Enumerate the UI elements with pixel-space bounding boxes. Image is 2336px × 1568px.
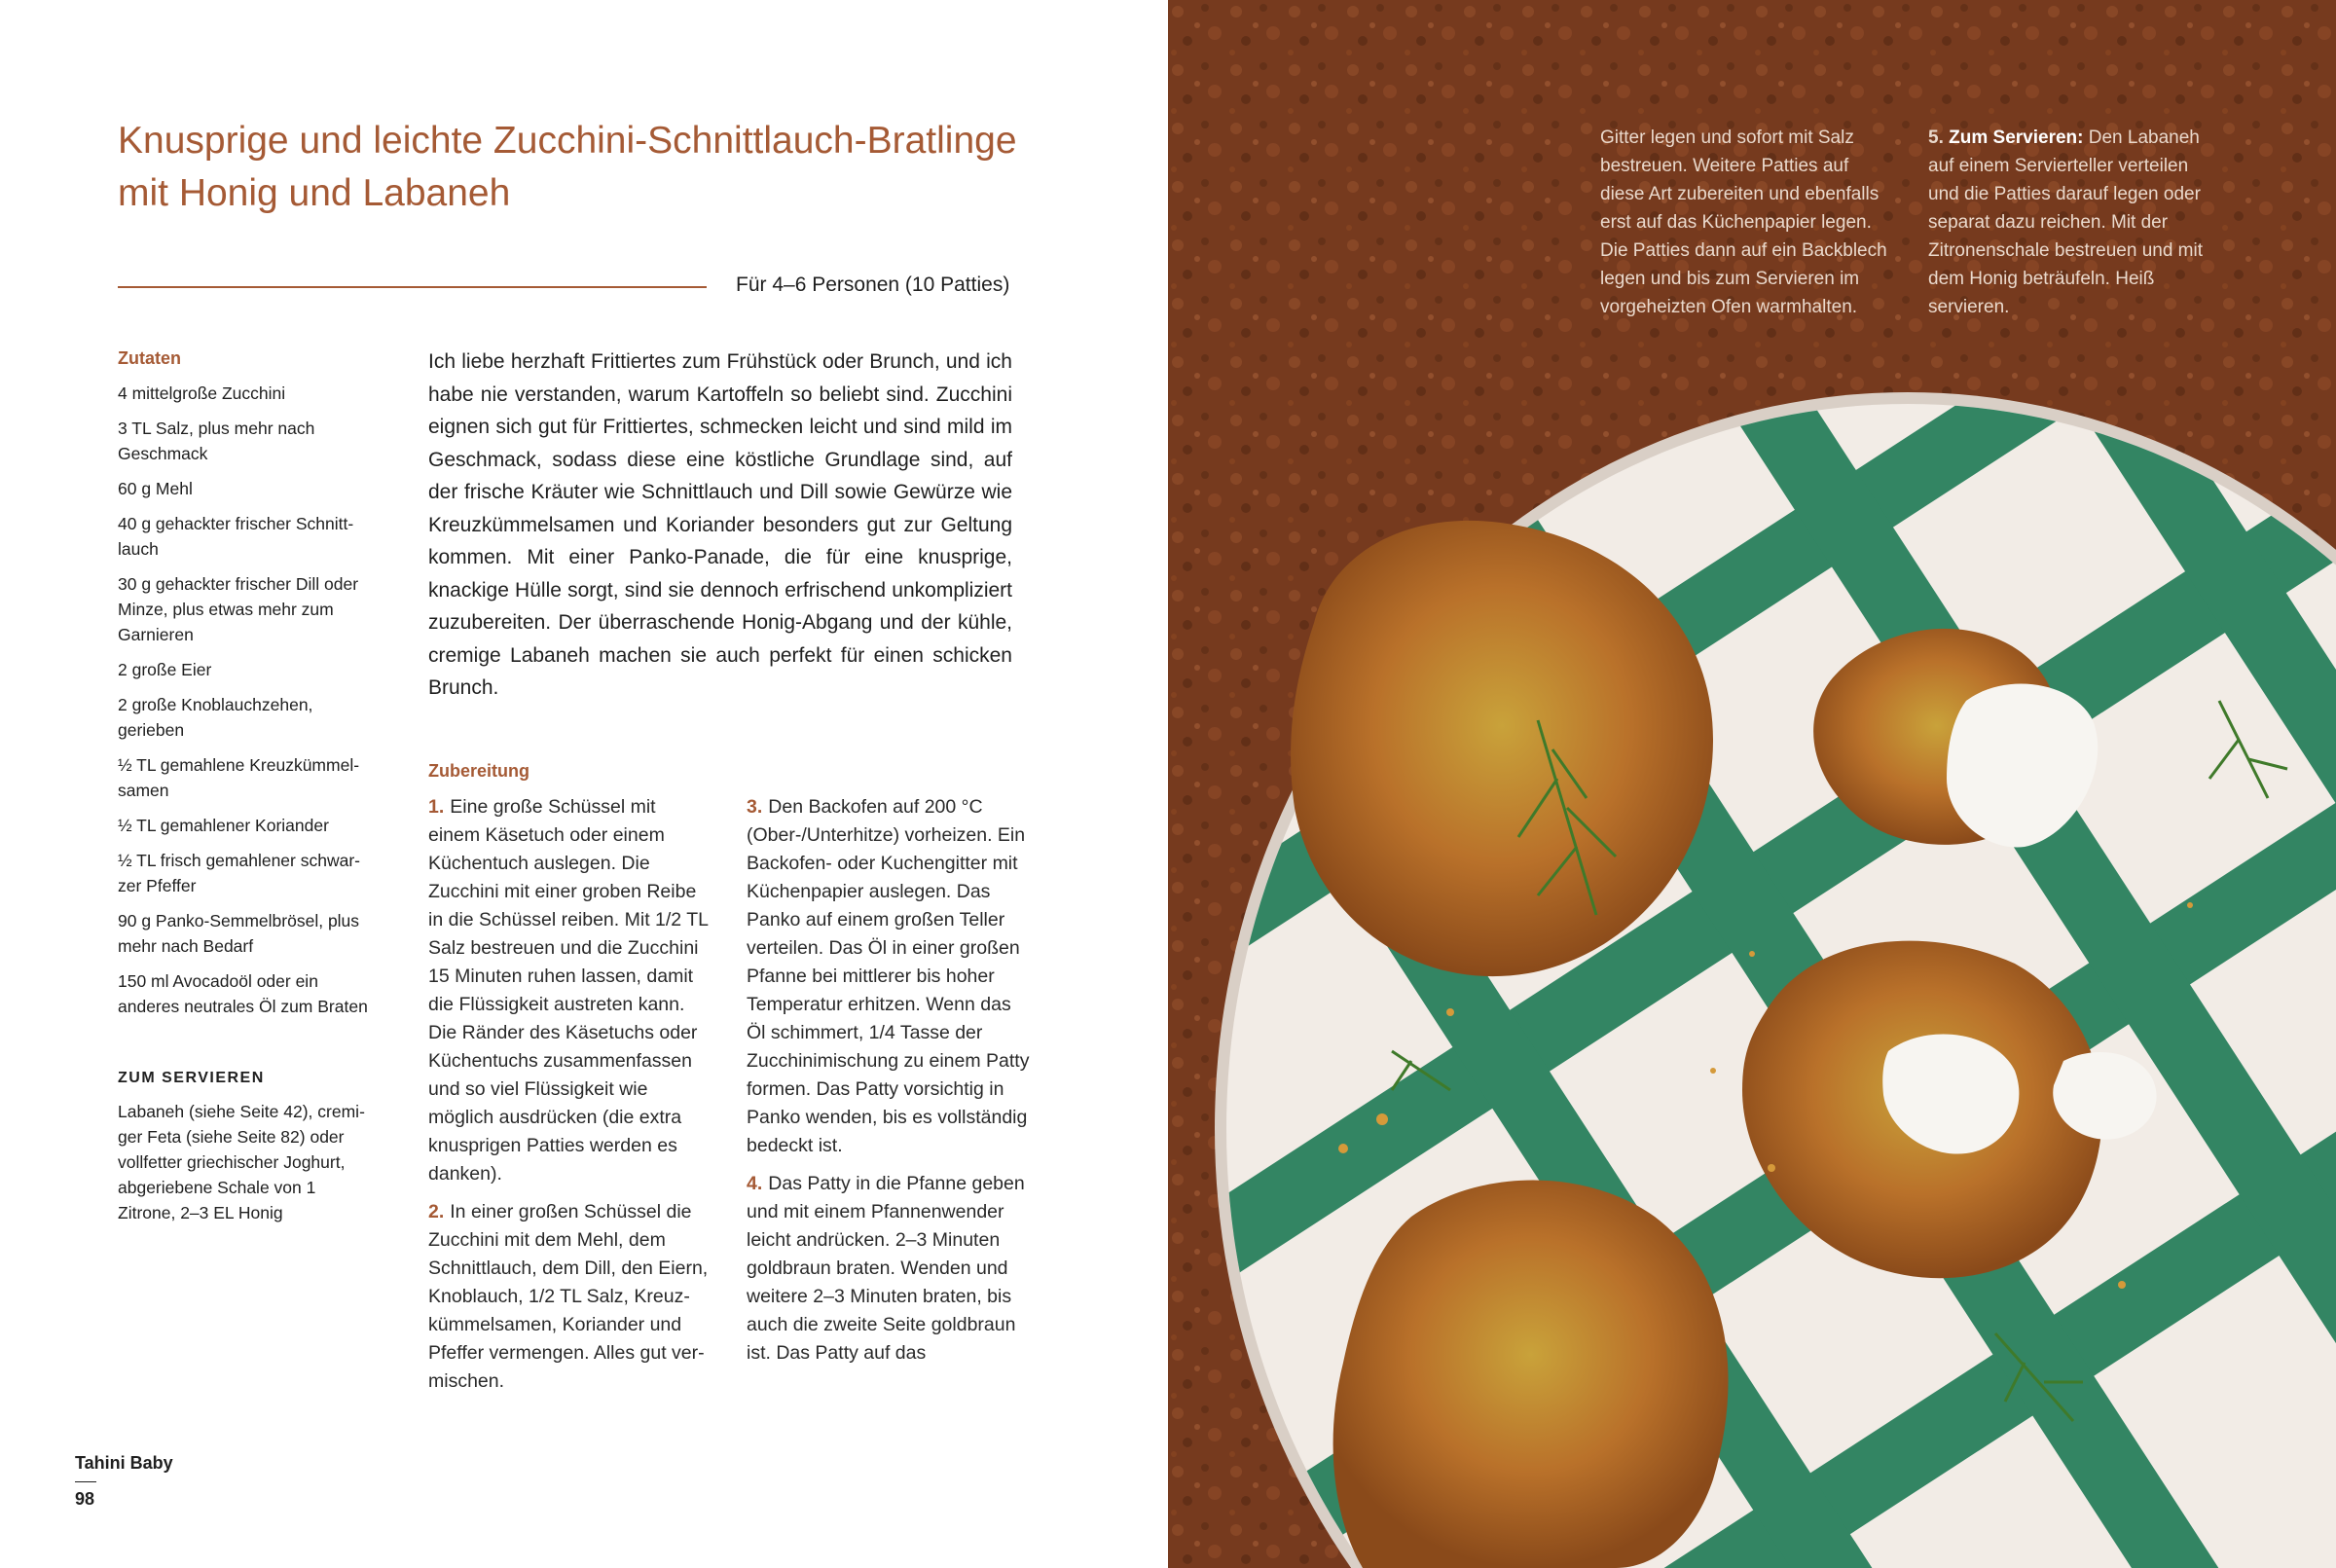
ingredient-item: ½ TL frisch gemahlener schwarzer Pfeffer bbox=[118, 851, 360, 895]
preparation-heading: Zubereitung bbox=[428, 761, 529, 781]
step-text: In einer großen Schüssel die Zucchini mit dem Mehl, dem Schnittlauch, dem Dill, den Eiern, Knoblauch, 1/2 TL Salz, Kreuzkümmelsamen, Koriander und Pfeffer vermengen. Alles gut vermischen. bbox=[428, 1201, 709, 1392]
step-number: 2. bbox=[428, 1201, 445, 1222]
recipe-title bbox=[118, 115, 1052, 220]
footer-book-title: Tahini Baby bbox=[75, 1453, 173, 1473]
title-line-1: Knusprige und leichte Zucchini-Schnittlauch-Bratlinge bbox=[118, 120, 1017, 162]
ingredient-item: 30 g gehackter frischer Dill oder Minze, plus etwas mehr zum Garnieren bbox=[118, 574, 359, 644]
step-1 bbox=[428, 793, 712, 1188]
photo-overlay-step4-continued: Gitter legen und sofort mit Salz bestreuen. Weitere Patties auf diese Art zubereiten und ebenfalls erst auf das Küchenpapier legen. Die Patties dann auf ein Backblech legen und bis zum Servieren im vorgeheizten Ofen warmhalten. bbox=[1600, 128, 1887, 317]
step-4 bbox=[747, 1170, 1031, 1367]
intro-paragraph: Ich liebe herzhaft Frittiertes zum Frühstück oder Brunch, und ich habe nie verstanden, warum Kartoffeln so beliebt sind. Zucchini eignen sich gut für Frittiertes, schmecken leicht und sind mild im Geschmack, sodass diese eine köstliche Grundlage sind, auf der frische Kräuter wie Schnittlauch und Dill sowie Gewürze wie Kreuzkümmelsamen und Koriander besonders gut zur Geltung kommen. Mit einer Panko-Panade, die für eine knusprige, knackige Hülle sorgt, sind sie dennoch erfrischend unkompliziert zuzubereiten. Der überraschende Honig-Abgang und der kühle, cremige Labaneh machen sie auch perfekt für einen schicken Brunch. bbox=[428, 350, 1012, 699]
servings: Für 4–6 Personen (10 Patties) bbox=[736, 273, 1010, 296]
steps-column-1 bbox=[428, 793, 712, 1405]
ingredient-item: 150 ml Avocadoöl oder ein anderes neutrales Öl zum Braten bbox=[118, 971, 368, 1016]
step-text: Den Backofen auf 200 °C (Ober-/Unterhitze) vorheizen. Ein Backofen- oder Kuchengitter mit Küchenpapier auslegen. Das Panko auf einem großen Teller verteilen. Das Öl in einer großen Pfanne bei mittlerer bis hoher Temperatur erhitzen. Wenn das Öl schimmert, 1/4 Tasse der Zucchinimischung zu einem Patty formen. Das Patty vorsichtig in Panko wenden, bis es vollständig bedeckt ist. bbox=[747, 796, 1030, 1156]
step-5-text: Den Labaneh auf einem Servierteller verteilen und die Patties darauf legen oder separat dazu reichen. Mit der Zitronenschale bestreuen und mit dem Honig beträufeln. Heiß servieren. bbox=[1928, 128, 2203, 317]
ingredient-item: 60 g Mehl bbox=[118, 479, 193, 498]
step-text: Das Patty in die Pfanne geben und mit einem Pfannenwender leicht andrücken. 2–3 Minuten goldbraun braten. Wenden und weitere 2–3 Minuten braten, bis auch die zweite Seite goldbraun ist. Das Patty auf das bbox=[747, 1173, 1025, 1364]
step-5-label: Zum Servieren: bbox=[1949, 128, 2084, 148]
step-number: 5. bbox=[1928, 128, 1944, 148]
step-number: 4. bbox=[747, 1173, 763, 1194]
footer-divider bbox=[75, 1481, 96, 1482]
ingredient-item: ½ TL gemahlene Kreuzkümmelsamen bbox=[118, 755, 360, 800]
ingredient-item: 40 g gehackter frischer Schnittlauch bbox=[118, 514, 354, 559]
steps-column-2 bbox=[747, 793, 1031, 1377]
ingredients-list bbox=[118, 381, 376, 1019]
photo-overlay-step5 bbox=[1928, 124, 2220, 321]
step-number: 3. bbox=[747, 796, 763, 818]
ingredient-item: 90 g Panko-Semmelbrösel, plus mehr nach Bedarf bbox=[118, 911, 360, 956]
title-line-2: mit Honig und Labaneh bbox=[118, 172, 511, 214]
step-2 bbox=[428, 1198, 712, 1396]
ingredient-item: 2 große Eier bbox=[118, 660, 212, 679]
page-number: 98 bbox=[75, 1489, 95, 1509]
ingredients-heading: Zutaten bbox=[118, 348, 181, 368]
step-number: 1. bbox=[428, 796, 445, 818]
ingredient-item: ½ TL gemahlener Koriander bbox=[118, 816, 329, 835]
recipe-photo bbox=[1168, 0, 2336, 1568]
serve-heading: ZUM SERVIEREN bbox=[118, 1070, 265, 1086]
ingredient-item: 3 TL Salz, plus mehr nach Geschmack bbox=[118, 419, 315, 463]
step-text: Eine große Schüssel mit einem Käsetuch oder einem Küchentuch auslegen. Die Zucchini mit einer groben Reibe in die Schüssel reiben. Mit 1/2 TL Salz bestreuen und die Zucchini 15 Minuten ruhen lassen, damit die Flüssigkeit austreten kann. Die Ränder des Käsetuchs oder Küchentuchs zusammenfassen und so viel Flüssigkeit wie möglich ausdrücken (die extra knusprigen Patties werden es danken). bbox=[428, 796, 709, 1185]
ingredients-column bbox=[118, 348, 376, 1225]
title-rule bbox=[118, 286, 707, 288]
ingredient-item: 2 große Knoblauchzehen, gerieben bbox=[118, 695, 313, 740]
serve-text: Labaneh (siehe Seite 42), cremiger Feta (siehe Seite 82) oder vollfetter griechischer Joghurt, abgeriebene Schale von 1 Zitrone, 2–3 EL Honig bbox=[118, 1102, 365, 1222]
ingredient-item: 4 mittelgroße Zucchini bbox=[118, 383, 286, 403]
step-3 bbox=[747, 793, 1031, 1160]
